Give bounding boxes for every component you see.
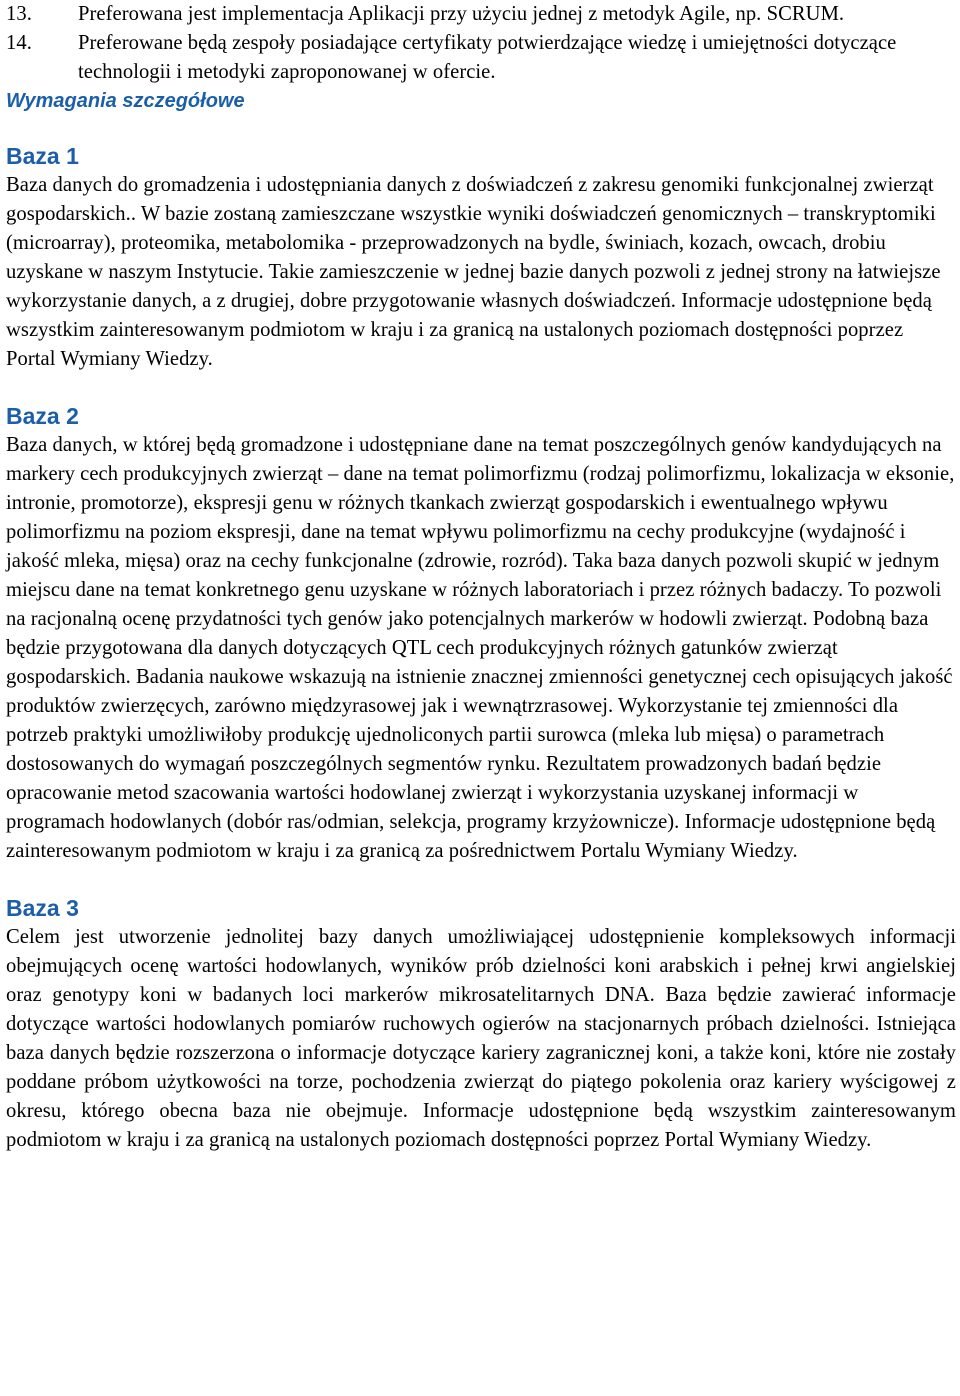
section-baza-3 — [6, 893, 956, 1155]
section-subtitle: Wymagania szczegółowe — [6, 90, 245, 112]
section-baza-2 — [6, 401, 956, 866]
list-item — [6, 0, 956, 29]
section-baza-1 — [6, 141, 956, 374]
section-heading: Baza 1 — [6, 143, 79, 169]
section-heading: Baza 2 — [6, 403, 79, 429]
section-body: Celem jest utworzenie jednolitej bazy danych umożliwiającej udostępnienie kompleksowych informacji obejmujących ocenę wartości hodowlanych, wyników prób dzielności koni arabskich i pełnej krwi angielskiej oraz genotypy koni w badanych loci markerów mikrosatelitarnych DNA. Baza będzie zawierać informacje dotyczące wartości hodowlanych pomiarów ruchowych ogierów na stacjonarnych próbach dzielności. Istniejąca baza danych będzie rozszerzona o informacje dotyczące kariery zagranicznej koni, a także koni, które nie zostały poddane próbom użytkowości na torze, pochodzenia zwierząt do piątego pokolenia oraz kariery wyścigowej z okresu, którego obecna baza nie obejmuje. Informacje udostępnione będą wszystkim zainteresowanym podmiotom w kraju i za granicą na ustalonych poziomach dostępności poprzez Portal Wymiany Wiedzy. — [6, 926, 956, 1151]
document-page — [6, 0, 956, 1155]
section-body: Baza danych do gromadzenia i udostępniania danych z doświadczeń z zakresu genomiki funkcjonalnej zwierząt gospodarskich.. W bazie zostaną zamieszczane wszystkie wyniki doświadczeń genomicznych – transkryptomiki (microarray), proteomika, metabolomika - przeprowadzonych na bydle, świniach, kozach, owcach, drobiu uzyskane w naszym Instytucie. Takie zamieszczenie w jednej bazie danych pozwoli z jednej strony na łatwiejsze wykorzystanie danych, a z drugiej, dobre przygotowanie własnych doświadczeń. Informacje udostępnione będą wszystkim zainteresowanym podmiotom w kraju i za granicą na ustalonych poziomach dostępności poprzez Portal Wymiany Wiedzy. — [6, 174, 941, 370]
spacer — [6, 866, 956, 893]
list-item-text: Preferowane będą zespoły posiadające certyfikaty potwierdzające wiedzę i umiejętności dotyczące technologii i metodyki zaproponowanej w ofercie. — [78, 32, 897, 83]
list-item-number: 14. — [6, 32, 32, 54]
requirements-list — [6, 0, 956, 87]
spacer — [6, 374, 956, 401]
list-item-number: 13. — [6, 3, 32, 25]
list-item-text: Preferowana jest implementacja Aplikacji przy użyciu jednej z metodyk Agile, np. SCRUM. — [78, 3, 845, 25]
list-item — [6, 29, 956, 87]
spacer — [6, 116, 956, 141]
section-heading: Baza 3 — [6, 895, 79, 921]
section-body: Baza danych, w której będą gromadzone i udostępniane dane na temat poszczególnych genów kandydujących na markery cech produkcyjnych zwierząt – dane na temat polimorfizmu (rodzaj polimorfizmu, lokalizacja w eksonie, intronie, promotorze), ekspresji genu w różnych tkankach zwierząt gospodarskich i ewentualnego wpływu polimorfizmu na poziom ekspresji, dane na temat wpływu polimorfizmu na cechy produkcyjne (wydajność i jakość mleka, mięsa) oraz na cechy funkcjonalne (zdrowie, rozród). Taka baza danych pozwoli skupić w jednym miejscu dane na temat konkretnego genu uzyskane w różnych laboratoriach i przez różnych badaczy. To pozwoli na racjonalną ocenę przydatności tych genów jako potencjalnych markerów w hodowli zwierząt. Podobną baza będzie przygotowana dla danych dotyczących QTL cech produkcyjnych różnych gatunków zwierząt gospodarskich. Badania naukowe wskazują na istnienie znacznej zmienności genetycznej cech opisujących jakość produktów zwierzęcych, zarówno międzyrasowej jak i wewnątrzrasowej. Wykorzystanie tej zmienności dla potrzeb praktyki umożliwiłoby produkcję ujednoliconych partii surowca (mleka lub mięsa) o parametrach dostosowanych do wymagań poszczególnych segmentów rynku. Rezultatem prowadzonych badań będzie opracowanie metod szacowania wartości hodowlanej zwierząt i wykorzystania uzyskanej informacji w programach hodowlanych (dobór ras/odmian, selekcja, programy krzyżownicze). Informacje udostępnione będą zainteresowanym podmiotom w kraju i za granicą za pośrednictwem Portalu Wymiany Wiedzy. — [6, 434, 955, 862]
